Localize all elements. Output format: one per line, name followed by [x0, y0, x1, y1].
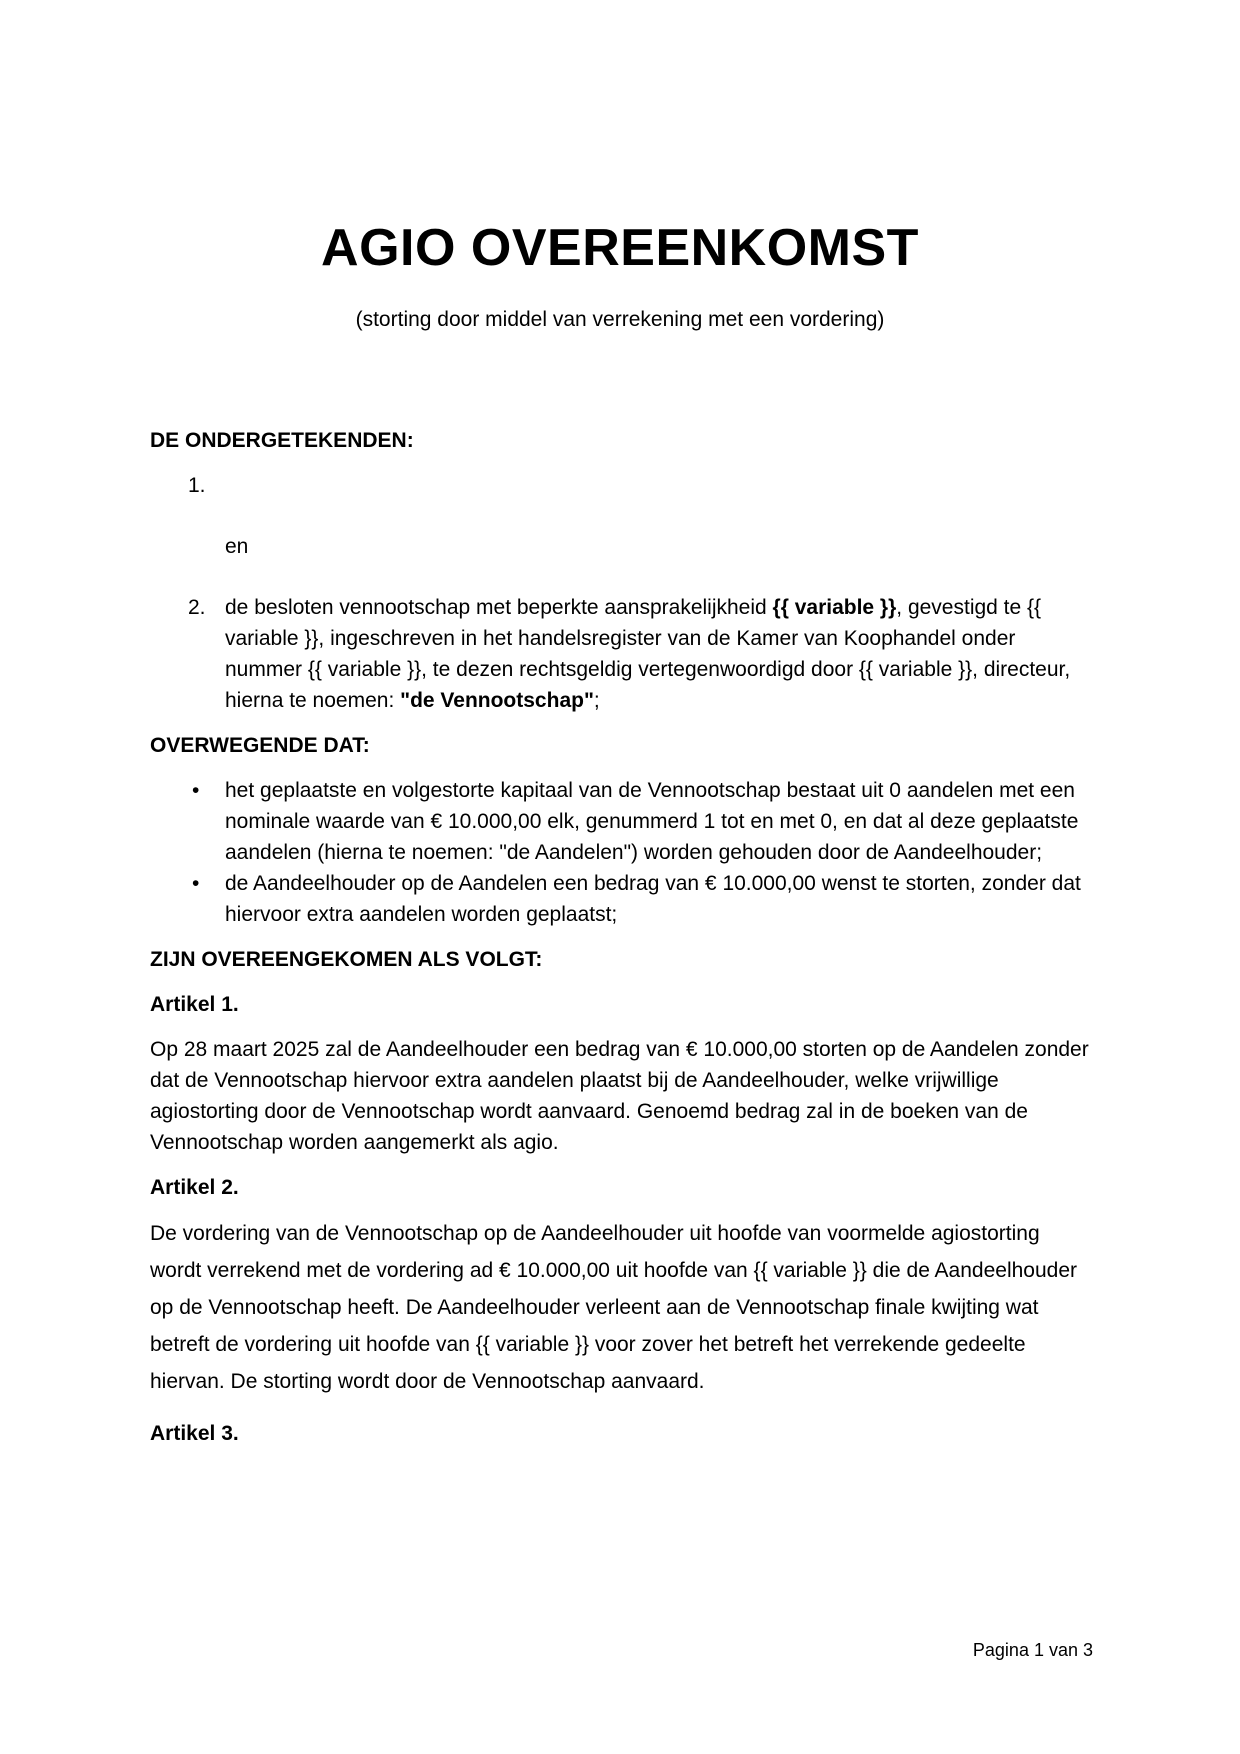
party-2-defined-term: "de Vennootschap": [400, 689, 594, 712]
article-2-text: De vordering van de Vennootschap op de Aandeelhouder uit hoofde van voormelde agiostorting wordt verrekend met de vordering ad € 10.000,00 uit hoofde van {{ variable }} die de Aandeelhouder op de Vennootschap heeft. De Aandeelhouder verleent aan de Vennootschap finale kwijting wat betreft de vordering uit hoofde van {{ variable }} voor zover het betreft het verrekende gedeelte hiervan. De storting wordt door de Vennootschap aanvaard.: [150, 1222, 1078, 1393]
considering-heading: OVERWEGENDE DAT:: [150, 734, 370, 757]
party-1: [150, 470, 1096, 501]
page-number: Pagina 1 van 3: [972, 1640, 1093, 1660]
party-2-text-c: ;: [593, 689, 600, 712]
and-separator: [150, 531, 1096, 562]
document-body: [150, 425, 1096, 1449]
article-1-heading: Artikel 1.: [150, 993, 239, 1016]
article-2-heading: Artikel 2.: [150, 1176, 239, 1199]
party-1-number: 1.: [188, 474, 206, 497]
bullet-icon: •: [192, 779, 200, 802]
party-2: [150, 592, 1096, 716]
party-2-text-b: , gevestigd te {{ variable }}, ingeschreven in het handelsregister van de Kamer van Koophandel onder nummer {{ variable }}, te dezen rechtsgeldig vertegenwoordigd door {{ variable }}, directeur, hierna te noemen:: [225, 596, 1071, 712]
bullet-text: het geplaatste en volgestorte kapitaal van de Vennootschap bestaat uit 0 aandelen met een nominale waarde van € 10.000,00 elk, genummerd 1 tot en met 0, en dat al deze geplaatste aandelen (hierna te noemen: "de Aandelen") worden gehouden door de Aandeelhouder;: [225, 779, 1079, 864]
bullet-text: de Aandeelhouder op de Aandelen een bedrag van € 10.000,00 wenst te storten, zonder dat hiervoor extra aandelen worden geplaatst;: [225, 872, 1081, 926]
document-title: AGIO OVEREENKOMST: [321, 219, 919, 277]
considering-bullet-2: [150, 868, 1096, 930]
article-3-heading: Artikel 3.: [150, 1422, 239, 1445]
bullet-icon: •: [192, 872, 200, 895]
party-2-name: {{ variable }}: [772, 596, 897, 619]
party-2-text-a: de besloten vennootschap met beperkte aansprakelijkheid: [225, 596, 773, 619]
document-subtitle: (storting door middel van verrekening met een vordering): [355, 308, 885, 331]
undersigned-heading: DE ONDERGETEKENDEN:: [150, 429, 414, 452]
agreed-heading: ZIJN OVEREENGEKOMEN ALS VOLGT:: [150, 948, 543, 971]
party-2-number: 2.: [188, 596, 206, 619]
article-1-text: Op 28 maart 2025 zal de Aandeelhouder een bedrag van € 10.000,00 storten op de Aandelen zonder dat de Vennootschap hiervoor extra aandelen plaatst bij de Aandeelhouder, welke vrijwillige agiostorting door de Vennootschap wordt aanvaard. Genoemd bedrag zal in de boeken van de Vennootschap worden aangemerkt als agio.: [150, 1038, 1089, 1154]
and-word: en: [225, 535, 249, 558]
considering-bullet-1: [150, 775, 1096, 868]
